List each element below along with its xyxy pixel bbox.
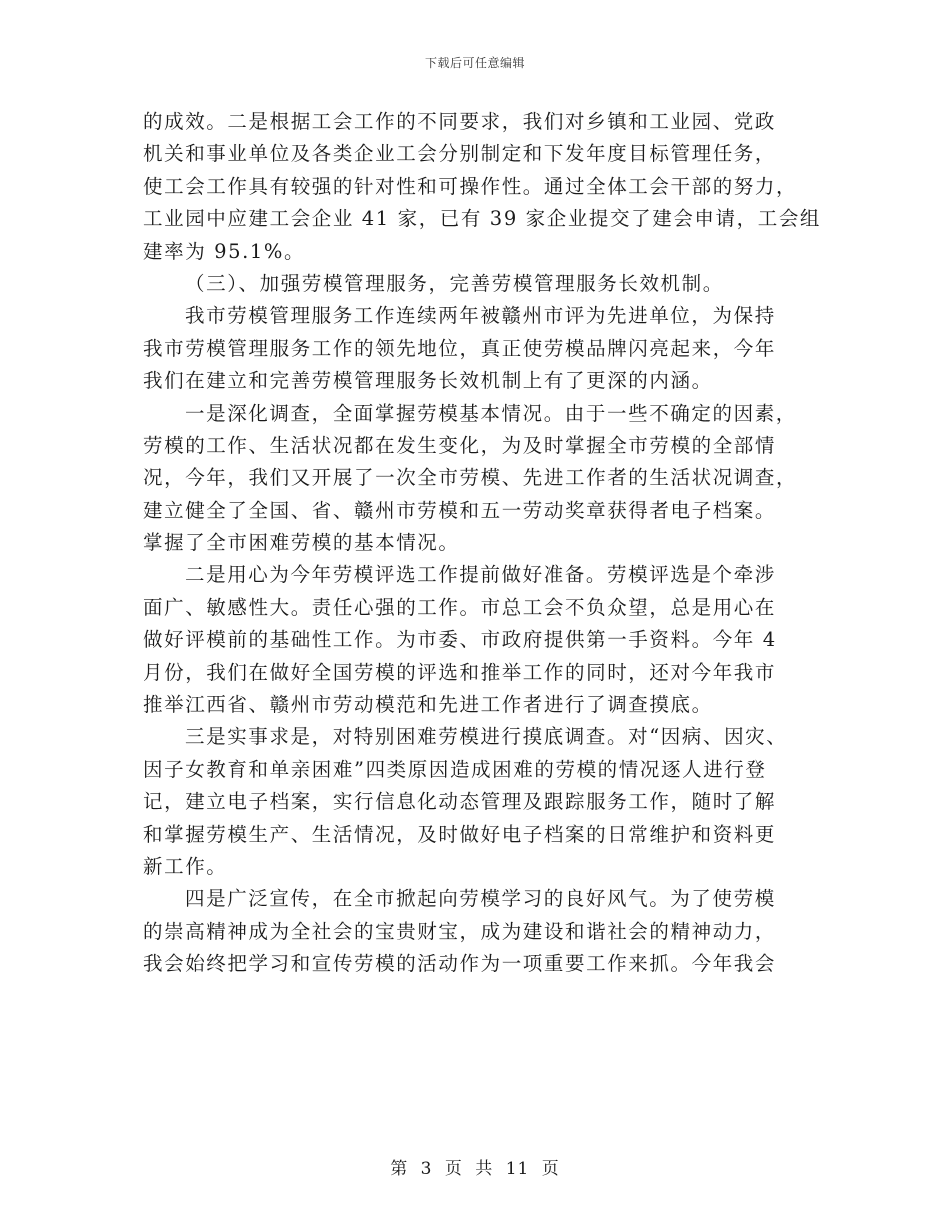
text-line: 我市劳模管理服务工作的领先地位，真正使劳模品牌闪亮起来，今年 [143, 336, 777, 360]
text-line: 工业园中应建工会企业 41 家，已有 39 家企业提交了建会申请，工会组 [143, 207, 822, 231]
paragraph-start: 四是广泛宣传，在全市掀起向劳模学习的良好风气。为了使劳模 [185, 887, 776, 911]
header-note: 下载后可任意编辑 [424, 56, 525, 70]
paragraph-start: 二是用心为今年劳模评选工作提前做好准备。劳模评选是个牵涉 [185, 563, 776, 587]
text-line: 记，建立电子档案，实行信息化动态管理及跟踪服务工作，随时了解 [143, 790, 777, 814]
paragraph-start: 一是深化调查，全面掌握劳模基本情况。由于一些不确定的因素， [185, 401, 797, 425]
text-line: 我们在建立和完善劳模管理服务长效机制上有了更深的内涵。 [143, 369, 713, 393]
page-number: 第 3 页 共 11 页 [390, 1159, 560, 1179]
text-line: 劳模的工作、生活状况都在发生变化，为及时掌握全市劳模的全部情 [143, 433, 777, 457]
text-line: 月份，我们在做好全国劳模的评选和推举工作的同时，还对今年我市 [143, 660, 777, 684]
text-line: 建率为 95.1%。 [143, 239, 306, 263]
text-line: 的成效。二是根据工会工作的不同要求，我们对乡镇和工业园、党政 [143, 110, 777, 133]
text-line: 推举江西省、赣州市劳动模范和先进工作者进行了调查摸底。 [143, 693, 713, 717]
text-line: 新工作。 [143, 854, 228, 878]
text-line: 的崇高精神成为全社会的宝贵财宝，成为建设和谐社会的精神动力， [143, 919, 777, 943]
section-heading: （三）、加强劳模管理服务，完善劳模管理服务长效机制。 [185, 271, 724, 295]
text-line: 面广、敏感性大。责任心强的工作。市总工会不负众望，总是用心在 [143, 595, 777, 619]
text-line: 做好评模前的基础性工作。为市委、市政府提供第一手资料。今年 4 [143, 628, 777, 652]
text-line: 因子女教育和单亲困难”四类原因造成困难的劳模的情况逐人进行登 [143, 757, 767, 781]
text-line: 使工会工作具有较强的针对性和可操作性。通过全体工会干部的努力， [143, 174, 798, 198]
text-line: 建立健全了全国、省、赣州市劳模和五一劳动奖章获得者电子档案。 [143, 498, 777, 522]
text-line: 况，今年，我们又开展了一次全市劳模、先进工作者的生活状况调查， [143, 466, 798, 490]
text-line: 机关和事业单位及各类企业工会分别制定和下发年度目标管理任务， [143, 142, 777, 166]
document-body [143, 106, 822, 981]
paragraph-start: 三是实事求是，对特别困难劳模进行摸底调查。对“因病、因灾、 [185, 725, 788, 749]
paragraph-start: 我市劳模管理服务工作连续两年被赣州市评为先进单位，为保持 [185, 304, 776, 328]
text-line: 和掌握劳模生产、生活情况，及时做好电子档案的日常维护和资料更 [143, 822, 777, 846]
text-line: 我会始终把学习和宣传劳模的活动作为一项重要工作来抓。今年我会 [143, 952, 777, 976]
text-line: 掌握了全市困难劳模的基本情况。 [143, 531, 460, 555]
